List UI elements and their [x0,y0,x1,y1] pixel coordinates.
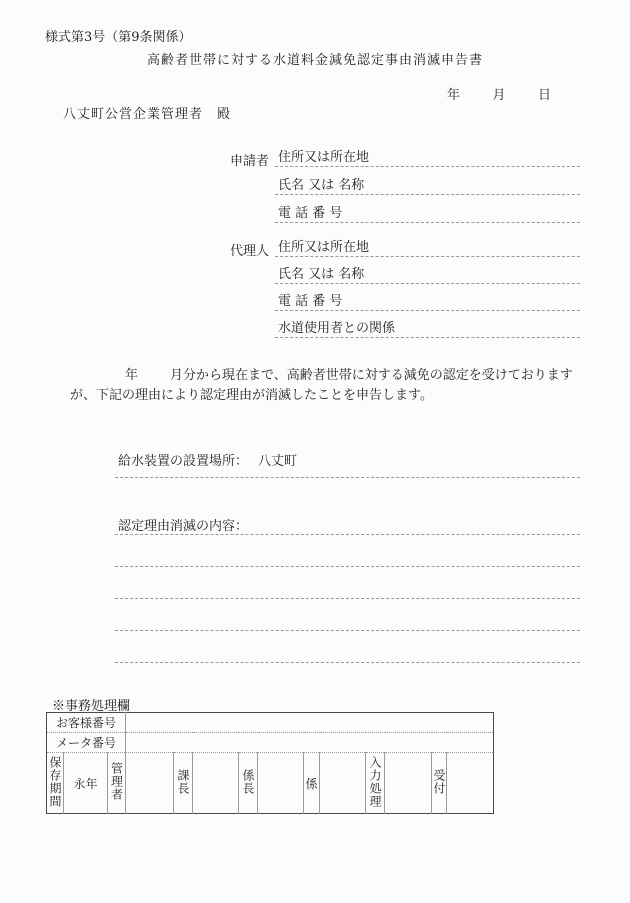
section-chief-label-cell: 課長 [174,753,193,814]
agent-address-label: 住所又は所在地 [278,240,370,255]
agent-relation-fill[interactable] [395,321,580,337]
declaration-paragraph [70,366,585,406]
applicant-address-row [275,150,580,167]
applicant-address-fill[interactable] [369,150,580,166]
reason-label: 認定理由消滅の内容： [118,519,249,534]
retention-period-label-cell: 保存期間 [47,753,64,814]
office-section-label: ※事務処理欄 [52,699,131,714]
form-title: 高齢者世帯に対する水道料金減免認定事由消滅申告書 [146,53,483,68]
agent-relation-row [275,321,580,338]
office-table [46,712,494,814]
date-year-label: 年 [447,88,461,103]
date-month-label: 月 [492,88,506,103]
applicant-name-label: 氏名 又は 名称 [278,178,365,193]
subsection-chief-stamp-cell[interactable] [258,753,304,814]
installation-location-fill[interactable] [297,450,580,477]
manager-label-cell: 管理者 [108,753,126,814]
customer-number-label: お客様番号 [56,716,117,730]
form-number: 様式第3号（第9条関係） [45,30,192,45]
retention-period-value-cell: 永年 [64,753,108,814]
manager-stamp-cell[interactable] [126,753,174,814]
customer-number-row [47,713,494,733]
date-line [447,84,551,103]
reason-line-4[interactable] [115,599,580,631]
agent-name-label: 氏名 又は 名称 [278,267,365,282]
agent-address-fill[interactable] [369,240,580,256]
agent-relation-label: 水道使用者との関係 [278,321,396,336]
agent-address-row [275,240,580,257]
applicant-label: 申請者 [230,154,270,169]
agent-name-fill[interactable] [364,267,580,283]
meter-number-label: メータ番号 [47,733,126,753]
reception-label-cell: 受付 [432,753,447,814]
applicant-name-row [275,178,580,195]
input-processing-stamp-cell[interactable] [385,753,432,814]
applicant-name-fill[interactable] [364,178,580,194]
installation-location-value: 八丈町 [258,454,298,469]
installation-location-row [115,450,580,478]
stamp-row [47,753,494,814]
reason-line-2[interactable] [115,535,580,567]
agent-phone-row [275,294,580,311]
agent-phone-fill[interactable] [342,294,580,310]
input-processing-label-cell: 入力処理 [366,753,385,814]
addressee: 八丈町公営企業管理者 殿 [63,107,232,122]
reason-line-3[interactable] [115,567,580,599]
applicant-phone-fill[interactable] [342,206,580,222]
agent-name-row [275,267,580,284]
applicant-address-label: 住所又は所在地 [278,150,370,165]
declaration-line1: 月分から現在まで、高齢者世帯に対する減免の認定を受けております [170,368,573,383]
declaration-year-label: 年 [125,368,139,383]
agent-label: 代理人 [230,244,270,259]
section-chief-stamp-cell[interactable] [193,753,239,814]
agent-phone-label: 電 話 番 号 [278,294,343,309]
reason-line-5[interactable] [115,631,580,663]
reason-line-1[interactable] [115,503,580,535]
applicant-fields [275,150,580,234]
meter-number-row [47,733,494,753]
applicant-phone-label: 電 話 番 号 [278,206,343,221]
declaration-line2: が、下記の理由により認定理由が消滅したことを申告します。 [70,388,433,403]
reason-lines [115,503,580,663]
reception-stamp-cell[interactable] [447,753,494,814]
applicant-phone-row [275,206,580,223]
customer-number-value-cell[interactable] [126,713,494,733]
subsection-chief-label-cell: 係長 [239,753,258,814]
agent-fields [275,240,580,348]
meter-number-value-cell[interactable] [126,733,494,753]
date-day-label: 日 [537,88,551,103]
installation-location-label: 給水装置の設置場所： [118,454,249,469]
staff-label-cell: 係 [304,753,320,814]
staff-stamp-cell[interactable] [320,753,366,814]
